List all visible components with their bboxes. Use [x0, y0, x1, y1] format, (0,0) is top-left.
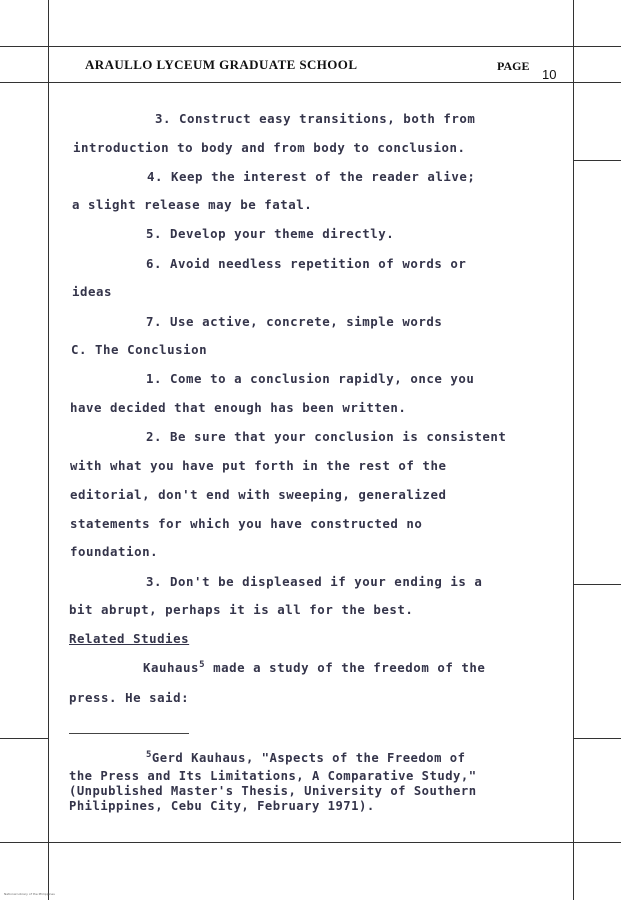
right-tick-1 [573, 160, 621, 161]
text-line: statements for which you have constructed no [70, 516, 423, 531]
text-line: 1. Come to a conclusion rapidly, once you [146, 371, 475, 386]
text-line: with what you have put forth in the rest of the [70, 458, 447, 473]
footnote-reference: 5 [199, 659, 206, 670]
header-top-line [0, 46, 621, 47]
text-line: 2. Be sure that your conclusion is consistent [146, 429, 507, 444]
left-tick-1 [0, 738, 48, 739]
author-name: Kauhaus [143, 660, 200, 675]
footnote-line: the Press and Its Limitations, A Comparative Study," [69, 769, 477, 783]
page-label: PAGE [497, 59, 530, 73]
text-line: editorial, don't end with sweeping, generalized [70, 487, 447, 502]
footnote-text: Gerd Kauhaus, "Aspects of the Freedom of [151, 751, 466, 765]
text-line-continuation: made a study of the freedom of the [213, 660, 486, 675]
text-line: press. He said: [69, 690, 190, 705]
right-margin-line [573, 0, 574, 900]
left-margin-line [48, 0, 49, 900]
text-line: 3. Don't be displeased if your ending is a [146, 574, 483, 589]
section-heading: C. The Conclusion [71, 342, 208, 357]
kauhaus-line [143, 660, 485, 675]
related-studies-heading: Related Studies [69, 631, 190, 646]
school-header: ARAULLO LYCEUM GRADUATE SCHOOL [85, 57, 358, 72]
footnote-rule [69, 733, 189, 734]
footnote-marker: 5 [146, 749, 152, 760]
header-bottom-line [0, 82, 621, 83]
text-line: a slight release may be fatal. [72, 197, 313, 212]
text-line: foundation. [70, 544, 159, 559]
text-line: 3. Construct easy transitions, both from [155, 111, 476, 126]
right-tick-3 [573, 738, 621, 739]
text-line: 4. Keep the interest of the reader alive; [147, 169, 476, 184]
right-tick-2 [573, 584, 621, 585]
text-line: ideas [72, 284, 113, 299]
text-line: have decided that enough has been written. [70, 400, 407, 415]
footer-top-line [0, 842, 621, 843]
footnote-line [146, 751, 465, 765]
text-line: introduction to body and from body to conclusion. [73, 140, 466, 155]
text-line: bit abrupt, perhaps it is all for the best. [69, 602, 414, 617]
footnote-line: Philippines, Cebu City, February 1971). [69, 799, 375, 813]
text-line: 7. Use active, concrete, simple words [146, 314, 443, 329]
text-line: 5. Develop your theme directly. [146, 226, 395, 241]
footnote-line: (Unpublished Master's Thesis, University of Southern [69, 784, 477, 798]
archive-footer: National Library of the Philippines [4, 892, 55, 896]
text-line: 6. Avoid needless repetition of words or [146, 256, 467, 271]
page-number: 10 [542, 67, 557, 82]
